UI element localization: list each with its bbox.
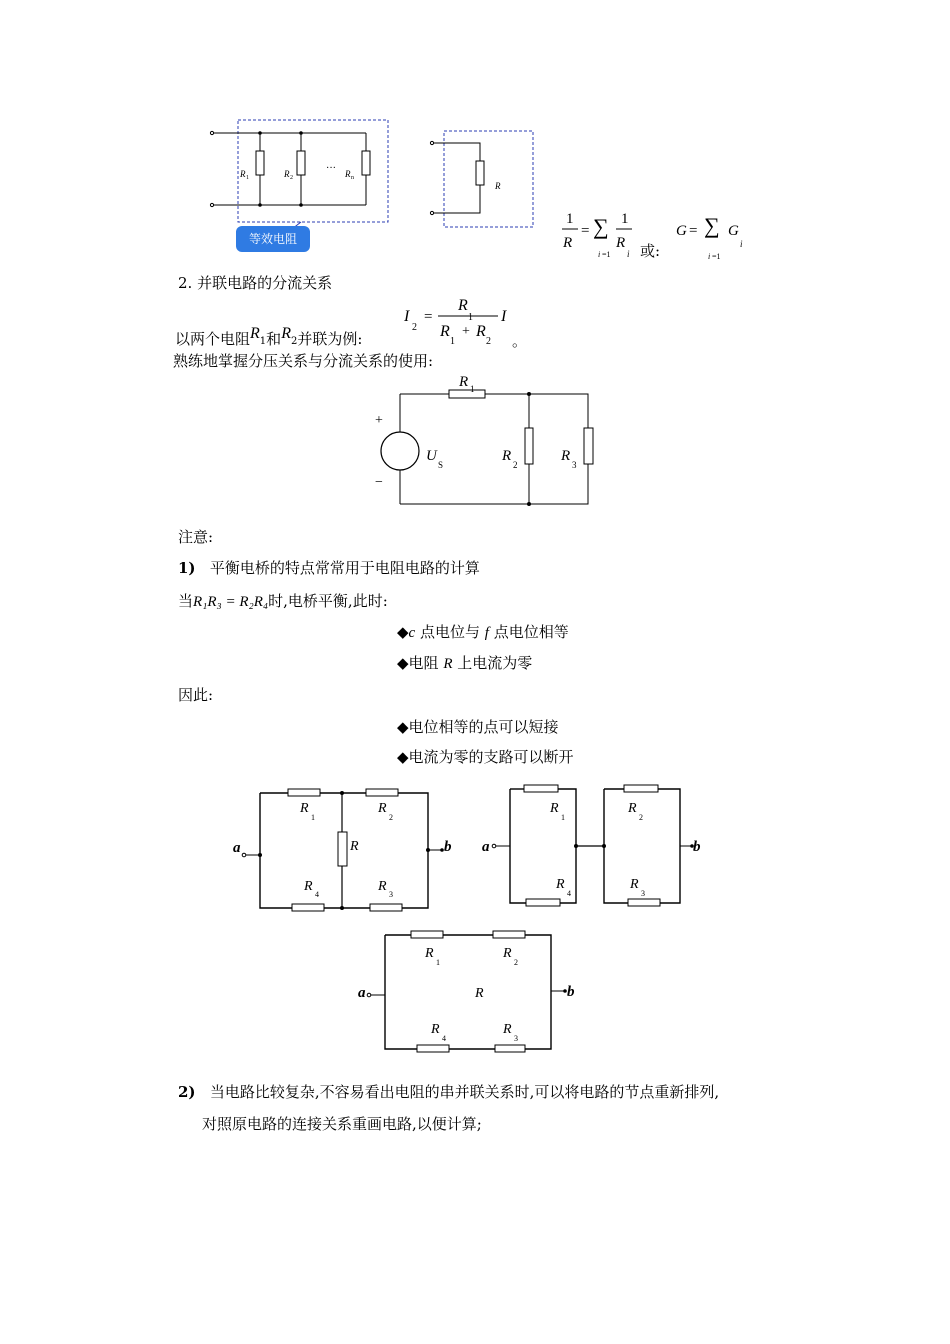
svg-text:R: R	[345, 169, 351, 179]
svg-text:i: i	[627, 249, 630, 259]
svg-text:b: b	[693, 839, 701, 855]
balance-condition: 当R₁R₃ = R₂R₄时,电桥平衡,此时:	[178, 592, 388, 610]
svg-text:R: R	[431, 1022, 440, 1037]
svg-text:4: 4	[315, 890, 319, 899]
svg-text:=1: =1	[602, 250, 611, 259]
svg-text:R: R	[563, 235, 573, 251]
bullet-zero-current: ◆电阻 R 上电流为零	[397, 654, 533, 672]
svg-text:2: 2	[486, 336, 491, 347]
svg-text:R: R	[378, 801, 387, 816]
section-2-example-line: 以两个电阻R1和R2并联为例:	[175, 325, 363, 348]
svg-text:R: R	[459, 374, 469, 390]
svg-text:4: 4	[442, 1034, 446, 1043]
bullet-short-circuit: ◆电位相等的点可以短接	[397, 718, 559, 736]
svg-text:R: R	[550, 801, 559, 816]
section-2-title: 2. 并联电路的分流关系	[178, 274, 333, 292]
svg-text:a: a	[482, 839, 490, 855]
svg-text:R: R	[561, 448, 571, 464]
svg-text:4: 4	[567, 889, 571, 898]
svg-text:1: 1	[621, 211, 629, 227]
svg-text:−: −	[375, 475, 383, 490]
svg-text:2: 2	[412, 322, 417, 333]
svg-text:3: 3	[572, 460, 577, 470]
svg-text:R: R	[378, 879, 387, 894]
svg-text:n: n	[351, 175, 354, 181]
svg-text:2: 2	[639, 813, 643, 822]
svg-text:R: R	[458, 297, 468, 314]
practice-line: 熟练地掌握分压关系与分流关系的使用:	[173, 352, 434, 370]
svg-text:R: R	[628, 801, 637, 816]
svg-text:G: G	[728, 223, 739, 239]
or-label: 或:	[640, 242, 661, 260]
bridge-circuit-original	[230, 780, 470, 920]
label-r1: R	[240, 169, 246, 179]
equivalent-resistance-badge: 等效电阻	[236, 226, 310, 252]
label-r1-sub: 1	[246, 175, 249, 181]
svg-text:R: R	[304, 879, 313, 894]
svg-text:a: a	[358, 985, 366, 1001]
current-divider-circuit	[370, 372, 610, 512]
svg-text:2: 2	[389, 813, 393, 822]
svg-text:a: a	[233, 840, 241, 856]
svg-text:1: 1	[470, 384, 475, 394]
svg-text:3: 3	[641, 889, 645, 898]
svg-text:R: R	[503, 946, 512, 961]
svg-text:b: b	[444, 839, 452, 855]
svg-text:i: i	[740, 239, 743, 249]
svg-text:2: 2	[514, 958, 518, 967]
svg-text:R: R	[350, 839, 359, 854]
svg-text:R: R	[476, 323, 486, 340]
note-2-line-1: 2) 当电路比较复杂,不容易看出电阻的串并联关系时,可以将电路的节点重新排列,	[178, 1083, 720, 1101]
svg-text:I: I	[404, 308, 410, 325]
dots-label: ···	[326, 163, 336, 174]
svg-text:+: +	[462, 324, 470, 339]
svg-text:R: R	[284, 169, 290, 179]
therefore-label: 因此:	[178, 686, 214, 704]
svg-text:=: =	[581, 223, 590, 239]
svg-text:=1: =1	[712, 252, 721, 261]
svg-text:∑: ∑	[704, 213, 720, 238]
svg-text:∑: ∑	[593, 214, 609, 239]
bridge-circuit-opened	[355, 925, 595, 1055]
bridge-circuit-shorted	[480, 780, 710, 920]
svg-text:S: S	[438, 460, 444, 470]
svg-text:3: 3	[389, 890, 393, 899]
svg-text:2: 2	[290, 175, 293, 181]
svg-text:1: 1	[561, 813, 565, 822]
svg-text:b: b	[567, 984, 575, 1000]
svg-text:R: R	[556, 877, 565, 892]
svg-text:R: R	[425, 946, 434, 961]
svg-text:i: i	[708, 252, 711, 261]
svg-text:G: G	[676, 223, 687, 239]
svg-text:1: 1	[436, 958, 440, 967]
svg-text:R: R	[440, 323, 450, 340]
svg-text:=: =	[689, 223, 698, 239]
svg-text:R: R	[300, 801, 309, 816]
svg-text:1: 1	[450, 336, 455, 347]
svg-text:R: R	[495, 181, 501, 191]
formula-period: 。	[512, 332, 528, 350]
svg-text:3: 3	[514, 1034, 518, 1043]
formula-conductance	[674, 205, 764, 265]
svg-text:I: I	[501, 308, 507, 325]
svg-text:R: R	[630, 877, 639, 892]
note-2-line-2: 对照原电路的连接关系重画电路,以便计算;	[202, 1115, 482, 1133]
svg-text:R: R	[616, 235, 626, 251]
svg-text:1: 1	[468, 312, 473, 323]
svg-text:2: 2	[513, 460, 518, 470]
svg-text:U: U	[426, 448, 437, 464]
svg-text:R: R	[502, 448, 512, 464]
note-1: 1) 平衡电桥的特点常常用于电阻电路的计算	[178, 559, 480, 577]
svg-text:1: 1	[566, 211, 574, 227]
svg-text:R: R	[475, 986, 484, 1001]
svg-text:1: 1	[311, 813, 315, 822]
svg-text:=: =	[424, 309, 433, 325]
svg-text:i: i	[598, 250, 601, 259]
notes-title: 注意:	[178, 528, 214, 546]
bullet-equal-potential: ◆c 点电位与 f 点电位相等	[397, 623, 569, 641]
current-divider-formula	[400, 296, 530, 346]
bullet-open-circuit: ◆电流为零的支路可以断开	[397, 748, 574, 766]
svg-text:R: R	[503, 1022, 512, 1037]
svg-text:+: +	[375, 413, 383, 428]
